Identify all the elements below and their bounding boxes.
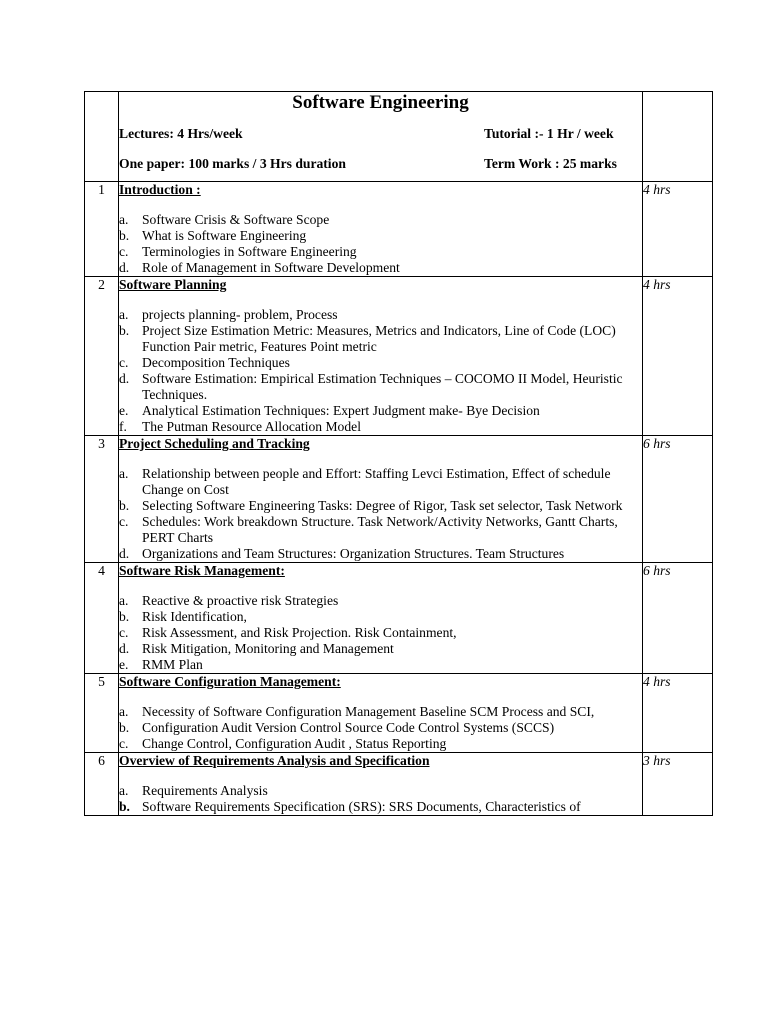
- topic-text: Selecting Software Engineering Tasks: Degree of Rigor, Task set selector, Task Network: [142, 498, 623, 513]
- topic-text: Software Crisis & Software Scope: [142, 212, 330, 227]
- paper-text: One paper: 100 marks / 3 Hrs duration: [119, 156, 346, 171]
- topic-marker: e.: [119, 657, 129, 672]
- topic-marker: b.: [119, 323, 130, 338]
- topic-marker: a.: [119, 783, 129, 798]
- syllabus-body: [85, 92, 713, 816]
- topic-marker: a.: [119, 593, 129, 608]
- unit-content: [119, 277, 643, 436]
- topic-marker: d.: [119, 371, 130, 386]
- topic-text: RMM Plan: [142, 657, 203, 672]
- topic-marker: a.: [119, 212, 129, 227]
- topic-marker: e.: [119, 403, 129, 418]
- topic-marker: b.: [119, 498, 130, 513]
- unit-content: [119, 436, 643, 563]
- topic-list: [119, 593, 642, 673]
- lectures-text: Lectures: 4 Hrs/week: [119, 126, 243, 141]
- topic-text: Role of Management in Software Development: [142, 260, 400, 275]
- topic-item: [119, 514, 642, 546]
- unit-number: 6: [85, 753, 119, 816]
- header-number-cell: [85, 92, 119, 182]
- unit-row: [85, 674, 713, 753]
- topic-item: [119, 783, 642, 799]
- topic-item: [119, 736, 642, 752]
- unit-hours: 6 hrs: [643, 563, 713, 674]
- unit-title: Project Scheduling and Tracking: [119, 436, 310, 451]
- unit-number: 3: [85, 436, 119, 563]
- topic-item: [119, 609, 642, 625]
- topic-list: [119, 212, 642, 276]
- topic-text: Analytical Estimation Techniques: Expert Judgment make- Bye Decision: [142, 403, 540, 418]
- topic-item: [119, 466, 642, 498]
- topic-text: Necessity of Software Configuration Management Baseline SCM Process and SCI,: [142, 704, 595, 719]
- topic-text: Software Estimation: Empirical Estimation Techniques – COCOMO II Model, Heuristic Techniques.: [142, 371, 623, 402]
- topic-text: projects planning- problem, Process: [142, 307, 338, 322]
- topic-item: [119, 228, 642, 244]
- unit-hours: 6 hrs: [643, 436, 713, 563]
- topic-text: Risk Assessment, and Risk Projection. Risk Containment,: [142, 625, 457, 640]
- topic-item: [119, 419, 642, 435]
- topic-marker: c.: [119, 244, 129, 259]
- header-row: [85, 92, 713, 182]
- topic-marker: d.: [119, 641, 130, 656]
- unit-number: 1: [85, 182, 119, 277]
- topic-text: Software Requirements Specification (SRS): SRS Documents, Characteristics of: [142, 799, 581, 814]
- topic-item: [119, 212, 642, 228]
- topic-marker: c.: [119, 514, 129, 529]
- unit-row: [85, 753, 713, 816]
- topic-text: Organizations and Team Structures: Organization Structures. Team Structures: [142, 546, 565, 561]
- topic-item: [119, 323, 642, 355]
- unit-content: [119, 563, 643, 674]
- topic-marker: c.: [119, 355, 129, 370]
- unit-content: [119, 182, 643, 277]
- topic-marker: d.: [119, 546, 130, 561]
- topic-marker: b.: [119, 799, 130, 814]
- topic-list: [119, 704, 642, 752]
- topic-item: [119, 371, 642, 403]
- unit-hours: 4 hrs: [643, 674, 713, 753]
- unit-row: [85, 182, 713, 277]
- topic-item: [119, 546, 642, 562]
- topic-text: Project Size Estimation Metric: Measures, Metrics and Indicators, Line of Code (LOC) Function Pair metric, Features Point metric: [142, 323, 616, 354]
- document-title: Software Engineering: [292, 92, 469, 113]
- topic-text: Risk Identification,: [142, 609, 247, 624]
- topic-text: Relationship between people and Effort: Staffing Levci Estimation, Effect of schedule Change on Cost: [142, 466, 611, 497]
- term-work-text: Term Work : 25 marks: [484, 156, 617, 171]
- topic-item: [119, 307, 642, 323]
- unit-row: [85, 436, 713, 563]
- topic-item: [119, 355, 642, 371]
- topic-text: Change Control, Configuration Audit , Status Reporting: [142, 736, 447, 751]
- topic-text: The Putman Resource Allocation Model: [142, 419, 361, 434]
- unit-hours: 4 hrs: [643, 277, 713, 436]
- unit-title: Overview of Requirements Analysis and Specification: [119, 753, 430, 768]
- topic-item: [119, 704, 642, 720]
- topic-item: [119, 657, 642, 673]
- topic-marker: b.: [119, 609, 130, 624]
- topic-text: Requirements Analysis: [142, 783, 268, 798]
- topic-item: [119, 625, 642, 641]
- topic-text: Reactive & proactive risk Strategies: [142, 593, 339, 608]
- unit-title: Introduction :: [119, 182, 201, 197]
- topic-item: [119, 244, 642, 260]
- syllabus-table: [84, 91, 713, 816]
- unit-content: [119, 674, 643, 753]
- topic-marker: b.: [119, 228, 130, 243]
- topic-marker: d.: [119, 260, 130, 275]
- unit-hours: 4 hrs: [643, 182, 713, 277]
- header-line-schedule: [119, 126, 642, 142]
- topic-item: [119, 799, 642, 815]
- unit-row: [85, 563, 713, 674]
- unit-number: 4: [85, 563, 119, 674]
- header-hours-cell: [643, 92, 713, 182]
- topic-list: [119, 466, 642, 562]
- topic-item: [119, 593, 642, 609]
- unit-number: 5: [85, 674, 119, 753]
- topic-item: [119, 498, 642, 514]
- unit-row: [85, 277, 713, 436]
- topic-marker: b.: [119, 720, 130, 735]
- topic-list: [119, 307, 642, 435]
- topic-marker: a.: [119, 466, 129, 481]
- topic-text: Schedules: Work breakdown Structure. Task Network/Activity Networks, Gantt Charts, PERT Charts: [142, 514, 618, 545]
- topic-marker: c.: [119, 625, 129, 640]
- topic-item: [119, 641, 642, 657]
- topic-item: [119, 403, 642, 419]
- topic-text: Decomposition Techniques: [142, 355, 290, 370]
- topic-text: What is Software Engineering: [142, 228, 307, 243]
- unit-title: Software Planning: [119, 277, 227, 292]
- topic-marker: a.: [119, 704, 129, 719]
- header-line-marks: [119, 156, 642, 172]
- topic-item: [119, 260, 642, 276]
- unit-number: 2: [85, 277, 119, 436]
- unit-hours: 3 hrs: [643, 753, 713, 816]
- topic-text: Terminologies in Software Engineering: [142, 244, 357, 259]
- topic-marker: f.: [119, 419, 127, 434]
- topic-marker: c.: [119, 736, 129, 751]
- unit-title: Software Configuration Management:: [119, 674, 341, 689]
- tutorial-text: Tutorial :- 1 Hr / week: [484, 126, 614, 141]
- unit-content: [119, 753, 643, 816]
- topic-text: Configuration Audit Version Control Source Code Control Systems (SCCS): [142, 720, 555, 735]
- topic-list: [119, 783, 642, 815]
- topic-text: Risk Mitigation, Monitoring and Management: [142, 641, 394, 656]
- topic-item: [119, 720, 642, 736]
- unit-title: Software Risk Management:: [119, 563, 285, 578]
- topic-marker: a.: [119, 307, 129, 322]
- header-cell: [119, 92, 643, 182]
